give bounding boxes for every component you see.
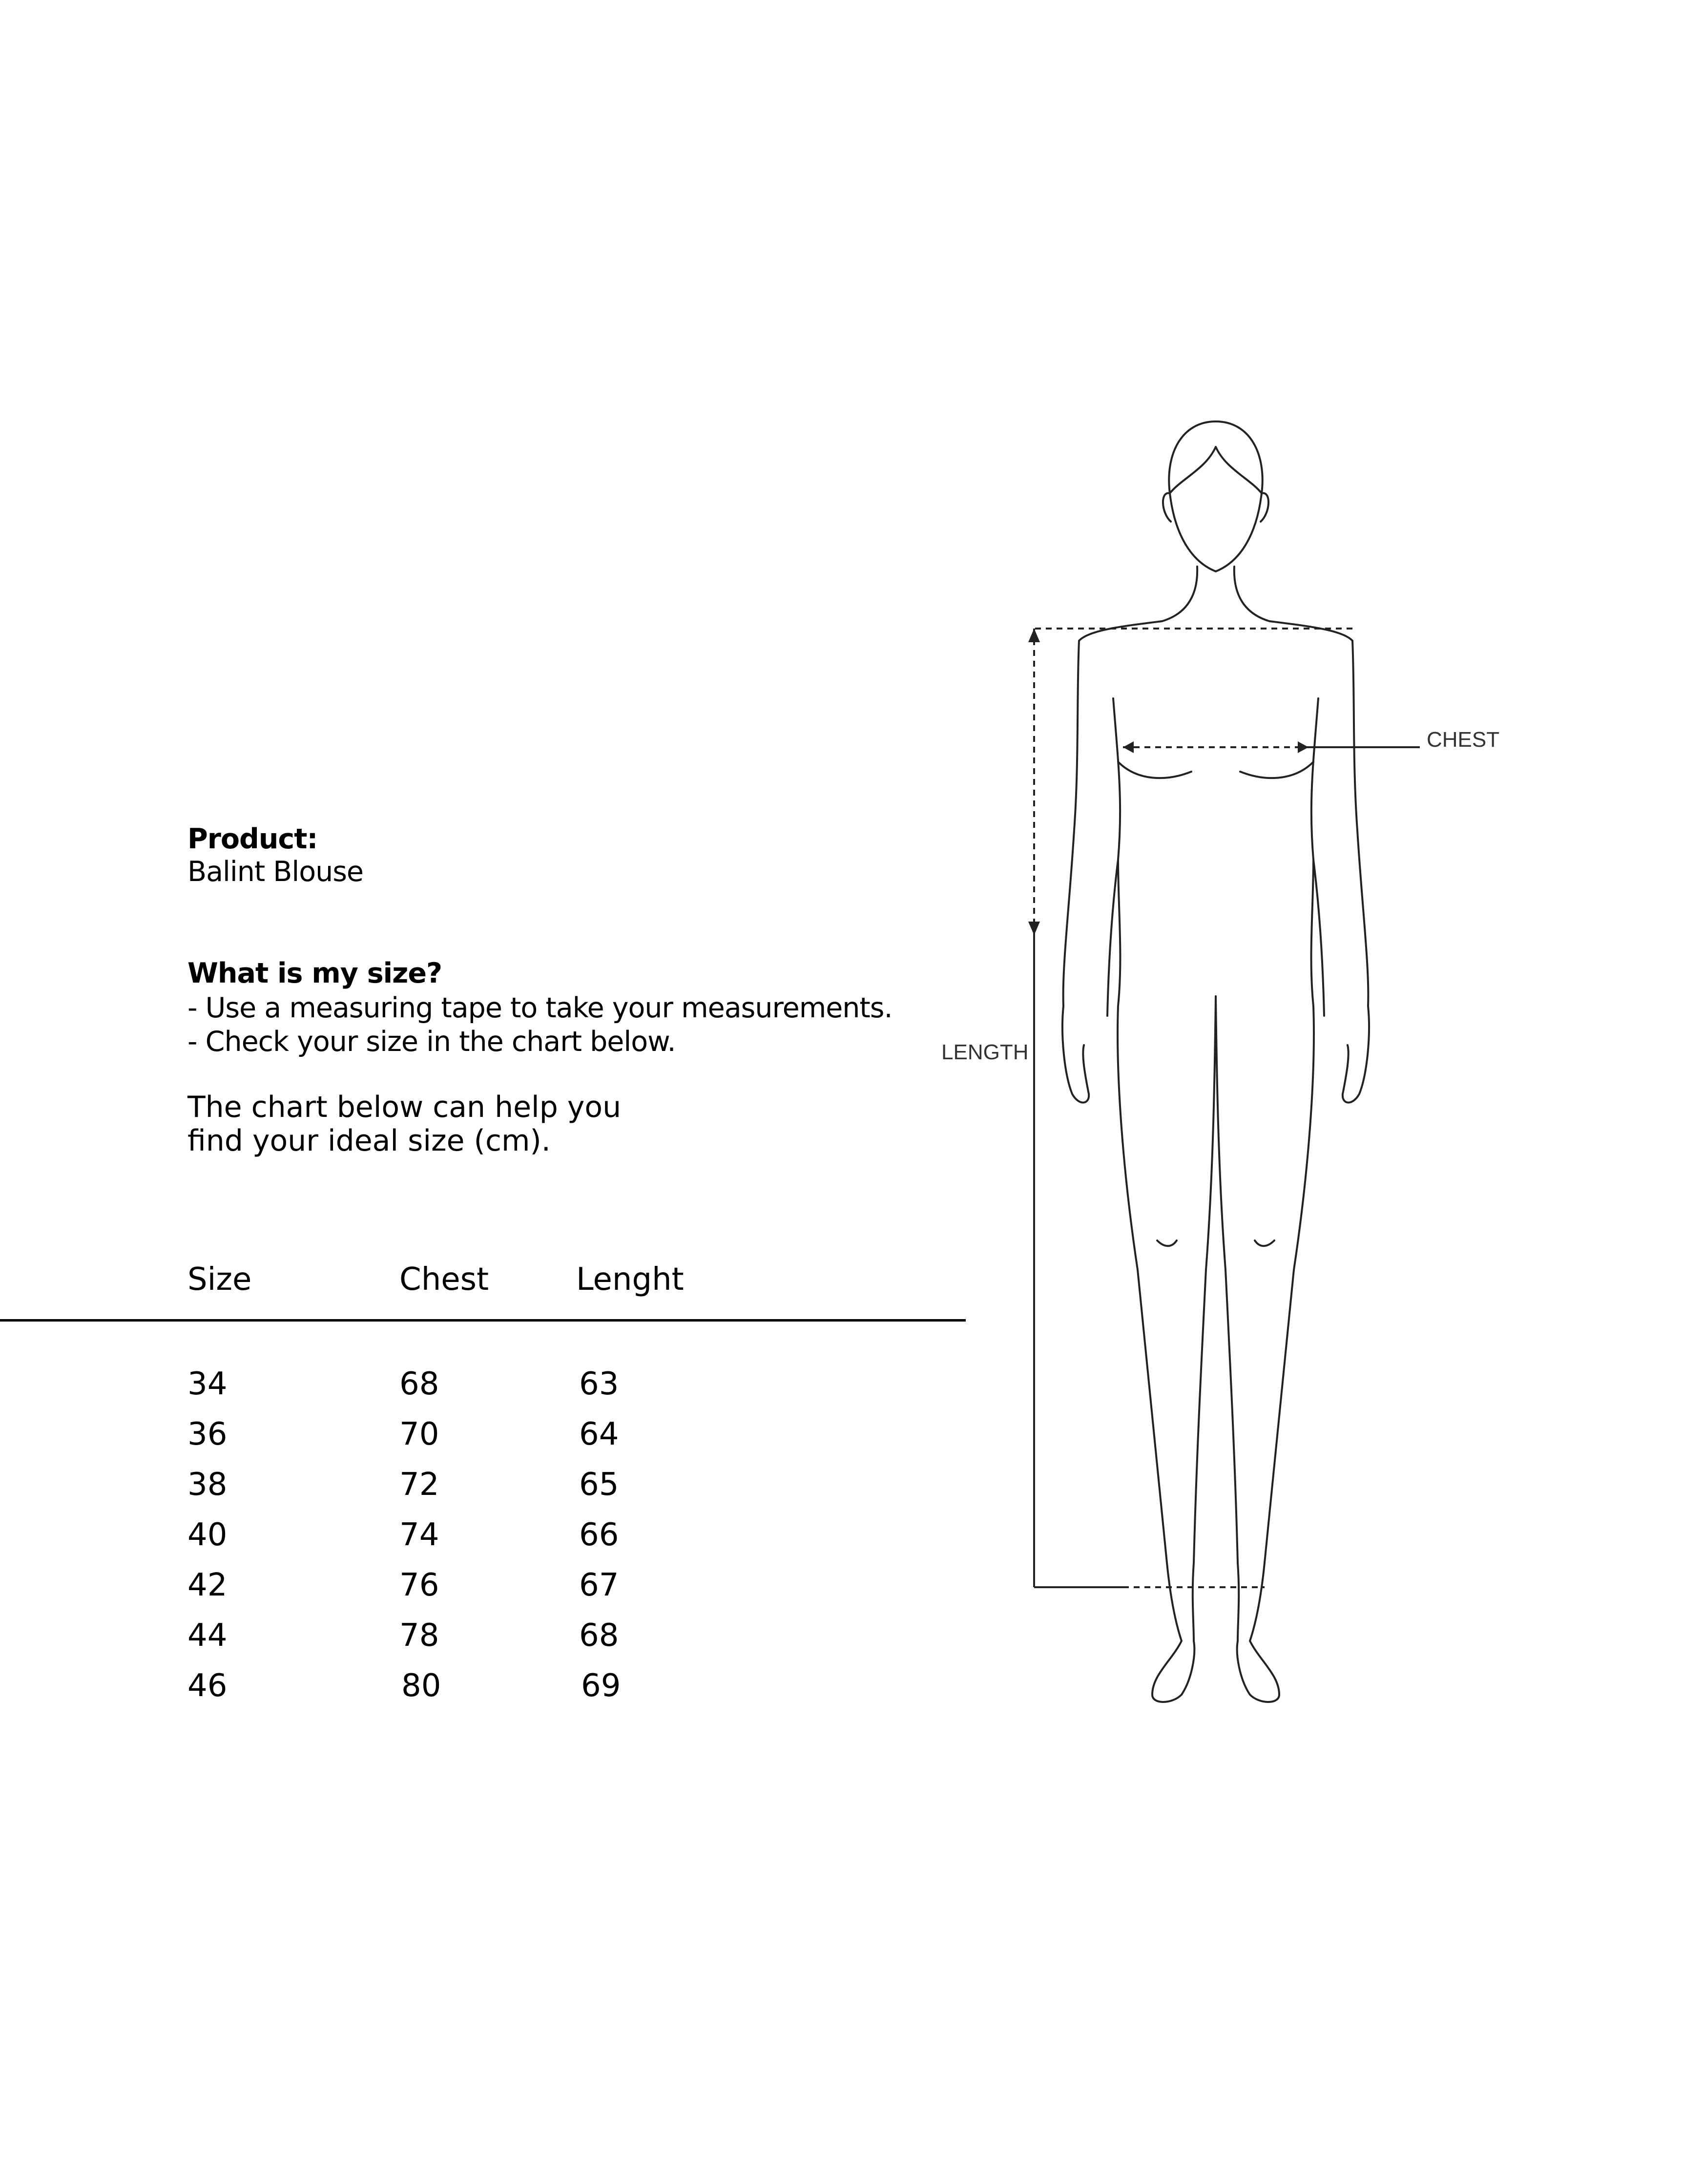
cell-chest: 74 [399, 1517, 439, 1553]
table-divider [0, 1319, 966, 1322]
cell-length: 68 [579, 1617, 619, 1654]
header-size: Size [187, 1261, 252, 1298]
cell-size: 34 [187, 1366, 228, 1402]
cell-length: 63 [579, 1366, 619, 1402]
measurement-arrowheads [1028, 629, 1308, 935]
cell-size: 42 [187, 1567, 228, 1603]
cell-chest: 78 [399, 1617, 439, 1654]
cell-chest: 76 [399, 1567, 439, 1603]
cell-length: 65 [579, 1467, 619, 1503]
length-label: LENGTH [941, 1040, 1029, 1064]
cell-size: 38 [187, 1467, 228, 1503]
product-heading: Product: [187, 823, 318, 855]
size-help-step-2: - Check your size in the chart below. [187, 1026, 676, 1058]
size-help-heading: What is my size? [187, 957, 442, 989]
header-length: Lenght [576, 1261, 684, 1298]
cell-length: 66 [579, 1517, 619, 1553]
chest-label: CHEST [1427, 728, 1500, 752]
mannequin-outline [1062, 421, 1369, 1702]
cell-chest: 70 [399, 1416, 439, 1452]
cell-chest: 68 [399, 1366, 439, 1402]
header-chest: Chest [399, 1261, 489, 1298]
chart-intro-line-1: The chart below can help you [187, 1090, 622, 1124]
chart-intro-line-2: find your ideal size (cm). [187, 1124, 551, 1158]
cell-length: 69 [581, 1668, 621, 1704]
cell-chest: 72 [399, 1467, 439, 1503]
cell-size: 46 [187, 1668, 228, 1704]
cell-size: 44 [187, 1617, 228, 1654]
measurement-guides [1034, 629, 1420, 1587]
product-name: Balint Blouse [187, 856, 364, 888]
size-help-step-1: - Use a measuring tape to take your measurements. [187, 992, 893, 1024]
cell-length: 64 [579, 1416, 619, 1452]
cell-chest: 80 [401, 1668, 441, 1704]
cell-length: 67 [579, 1567, 619, 1603]
cell-size: 36 [187, 1416, 228, 1452]
cell-size: 40 [187, 1517, 228, 1553]
